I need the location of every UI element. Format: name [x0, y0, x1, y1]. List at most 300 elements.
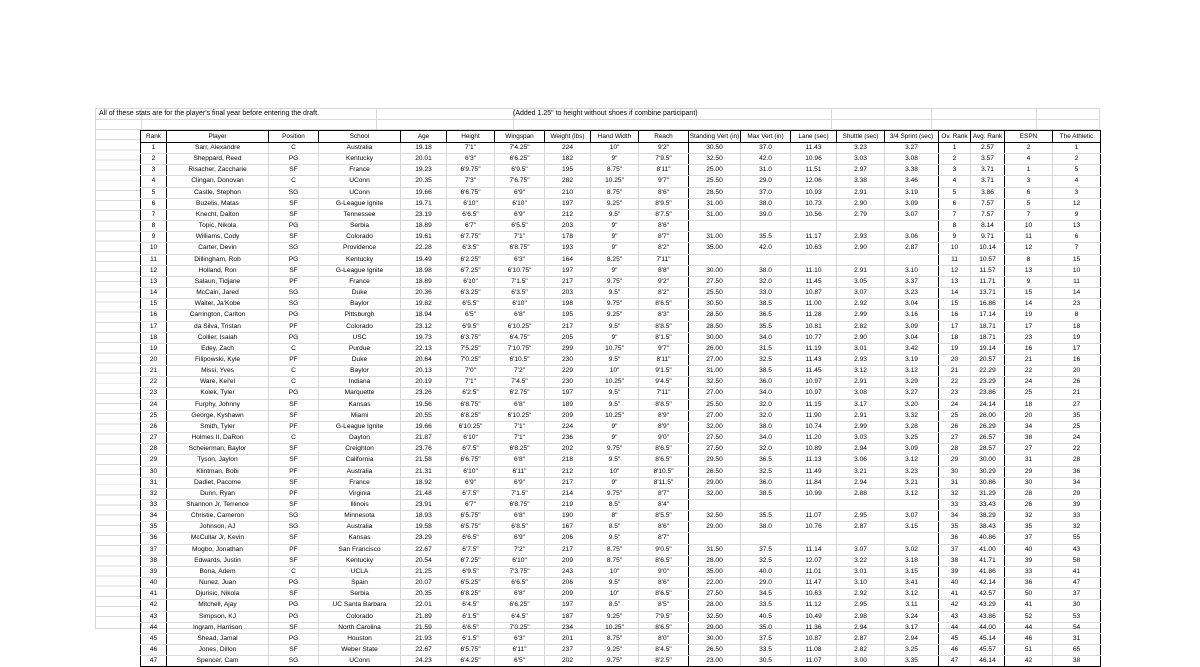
cell: 3.04: [885, 299, 939, 310]
cell: 31.0: [741, 165, 791, 176]
cell: 7: [1053, 243, 1101, 254]
table-row: [141, 154, 1101, 165]
cell: 6'5": [447, 310, 495, 321]
cell: 3.11: [885, 600, 939, 611]
cell: 28.57: [971, 444, 1005, 455]
cell: 6'10": [495, 198, 545, 209]
cell: 38.29: [971, 511, 1005, 522]
cell: 8.75": [591, 633, 639, 644]
cell: SF: [269, 198, 319, 209]
cell: 14: [1005, 299, 1053, 310]
cell: [837, 500, 885, 511]
cell: 6'3.5": [447, 243, 495, 254]
cell: 23: [141, 388, 167, 399]
cell: 26: [1005, 500, 1053, 511]
cell: France: [319, 165, 401, 176]
cell: 22.67: [401, 645, 447, 656]
cell: 20.01: [401, 154, 447, 165]
cell: 18.94: [401, 310, 447, 321]
cell: [837, 533, 885, 544]
cell: 36.5: [741, 310, 791, 321]
cell: 11.43: [791, 143, 837, 154]
cell: 27.50: [689, 276, 741, 287]
cell: 8: [939, 221, 971, 232]
cell: 8'7.5": [639, 209, 689, 220]
cell: 36.0: [741, 377, 791, 388]
cell: 30: [939, 466, 971, 477]
cell: 28.50: [689, 310, 741, 321]
cell: 11.20: [791, 433, 837, 444]
cell: Duke: [319, 354, 401, 365]
table-row: [141, 321, 1101, 332]
cell: 4: [1053, 176, 1101, 187]
cell: 3.22: [837, 555, 885, 566]
cell: 37.0: [741, 143, 791, 154]
cell: 9.5": [591, 578, 639, 589]
cell: 10.25": [591, 622, 639, 633]
cell: 3.01: [837, 343, 885, 354]
cell: 11: [939, 254, 971, 265]
cell: 33: [1053, 511, 1101, 522]
cell: 23.86: [971, 388, 1005, 399]
cell: 19.61: [401, 232, 447, 243]
cell: UC Santa Barbara: [319, 600, 401, 611]
cell: 10: [1053, 265, 1101, 276]
cell: 9.5": [591, 399, 639, 410]
cell: 38.0: [741, 522, 791, 533]
cell: 27.50: [689, 589, 741, 600]
cell: 13: [1005, 265, 1053, 276]
cell: 4: [141, 176, 167, 187]
cell: 6'5.75": [447, 522, 495, 533]
cell: 11.49: [791, 466, 837, 477]
cell: 24: [939, 399, 971, 410]
cell: 8": [591, 511, 639, 522]
cell: 10.75": [591, 343, 639, 354]
cell: 11.36: [791, 622, 837, 633]
cell: 6'8": [495, 511, 545, 522]
cell: 47: [141, 656, 167, 667]
cell: 203: [545, 221, 591, 232]
cell: Weber State: [319, 645, 401, 656]
cell: 6'10": [447, 466, 495, 477]
cell: 30.29: [971, 466, 1005, 477]
cell: 6'11": [495, 645, 545, 656]
cell: 34.5: [741, 589, 791, 600]
table-row: [141, 421, 1101, 432]
cell: 217: [545, 276, 591, 287]
cell: 21.31: [401, 466, 447, 477]
cell: 6'9": [447, 477, 495, 488]
cell: 9.5": [591, 209, 639, 220]
cell: 31.50: [689, 544, 741, 555]
cell: 5: [1053, 165, 1101, 176]
cell: 39.0: [741, 209, 791, 220]
cell: 8'6.5": [639, 455, 689, 466]
cell: 3.23: [885, 466, 939, 477]
cell: 2.57: [971, 143, 1005, 154]
cell: 6'8": [495, 589, 545, 600]
cell: 209: [545, 589, 591, 600]
cell: 7'1.5": [495, 488, 545, 499]
cell: 3.07: [885, 511, 939, 522]
cell: 24.14: [971, 399, 1005, 410]
cell: 178: [545, 232, 591, 243]
cell: 31.00: [689, 232, 741, 243]
cell: Australia: [319, 466, 401, 477]
cell: 11.28: [791, 310, 837, 321]
cell: 2.91: [837, 377, 885, 388]
cell: 34.0: [741, 388, 791, 399]
cell: 9.25": [591, 645, 639, 656]
cell: 3.21: [885, 477, 939, 488]
table-row: [141, 633, 1101, 644]
cell: 3.41: [885, 578, 939, 589]
cell: 26.57: [971, 433, 1005, 444]
cell: SF: [269, 444, 319, 455]
table-row: [141, 566, 1101, 577]
cell: 21.87: [401, 433, 447, 444]
cell: 8'3": [639, 310, 689, 321]
cell: 36: [1053, 466, 1101, 477]
cell: 42: [1005, 656, 1053, 667]
cell: 15: [141, 299, 167, 310]
cell: 52: [1005, 611, 1053, 622]
table-row: [141, 622, 1101, 633]
cell: 2.99: [837, 310, 885, 321]
cell: SF: [269, 500, 319, 511]
cell: Dayton: [319, 433, 401, 444]
table-row: [141, 232, 1101, 243]
cell: 32.50: [689, 511, 741, 522]
cell: 10": [591, 589, 639, 600]
header-row: [141, 131, 1101, 143]
cell: 11.01: [791, 566, 837, 577]
cell: Dillingham, Rob: [167, 254, 269, 265]
cell: 23.19: [401, 209, 447, 220]
empty-grid-left: [95, 130, 140, 619]
cell: G-League Ignite: [319, 421, 401, 432]
cell: 18.98: [401, 265, 447, 276]
cell: 2.91: [837, 410, 885, 421]
cell: 209: [545, 555, 591, 566]
table-row: [141, 299, 1101, 310]
cell: 212: [545, 466, 591, 477]
cell: 3.03: [837, 433, 885, 444]
cell: 6'10": [447, 276, 495, 287]
cell: 6'6.75": [447, 187, 495, 198]
cell: 29.0: [741, 578, 791, 589]
cell: 8'5": [639, 600, 689, 611]
cell: 3.04: [885, 332, 939, 343]
cell: Kentucky: [319, 254, 401, 265]
cell: 13: [1053, 221, 1101, 232]
cell: 3.15: [885, 522, 939, 533]
cell: 18.71: [971, 321, 1005, 332]
cell: 6'8": [495, 399, 545, 410]
cell: 9'0": [639, 566, 689, 577]
cell: PG: [269, 600, 319, 611]
cell: 11.57: [971, 265, 1005, 276]
cell: 18.71: [971, 332, 1005, 343]
cell: SF: [269, 555, 319, 566]
cell: 20.57: [971, 354, 1005, 365]
cell: 3.46: [885, 176, 939, 187]
cell: 20.13: [401, 366, 447, 377]
cell: 29: [1005, 466, 1053, 477]
cell: Illinois: [319, 500, 401, 511]
cell: Jones, Dillon: [167, 645, 269, 656]
cell: 3.25: [885, 645, 939, 656]
cell: 7: [141, 209, 167, 220]
table-row: [141, 600, 1101, 611]
cell: 32.5: [741, 466, 791, 477]
cell: 3: [1005, 176, 1053, 187]
cell: 8'7": [639, 232, 689, 243]
cell: 3.19: [885, 187, 939, 198]
cell: 9.5": [591, 388, 639, 399]
cell: 9: [939, 232, 971, 243]
cell: 6'2.25": [447, 254, 495, 265]
cell: 38: [141, 555, 167, 566]
cell: 25: [1005, 388, 1053, 399]
cell: 19.73: [401, 332, 447, 343]
cell: 22: [1005, 366, 1053, 377]
cell: 32.0: [741, 444, 791, 455]
cell: 8'6.5": [639, 444, 689, 455]
cell: 11.71: [971, 276, 1005, 287]
cell: 18.93: [401, 511, 447, 522]
cell: 35.5: [741, 511, 791, 522]
cell: 6'4.75": [495, 332, 545, 343]
cell: 17: [939, 321, 971, 332]
cell: 46: [1005, 633, 1053, 644]
cell: 7'0.25": [447, 354, 495, 365]
cell: 21: [939, 366, 971, 377]
cell: 30: [141, 466, 167, 477]
cell: 14: [939, 288, 971, 299]
gridline: [831, 109, 832, 129]
cell: 27.00: [689, 354, 741, 365]
cell: SG: [269, 299, 319, 310]
cell: 218: [545, 455, 591, 466]
table-row: [141, 656, 1101, 667]
cell: Sarr, Alexandre: [167, 143, 269, 154]
cell: [885, 221, 939, 232]
cell: 7'3": [447, 176, 495, 187]
column-header: ESPN: [1005, 131, 1053, 143]
cell: 8'6.5": [639, 299, 689, 310]
cell: Filipowski, Kyle: [167, 354, 269, 365]
cell: 20.35: [401, 176, 447, 187]
cell: UConn: [319, 187, 401, 198]
cell: 9.75": [591, 444, 639, 455]
cell: 22.01: [401, 600, 447, 611]
cell: 8.5": [591, 500, 639, 511]
cell: 32: [141, 488, 167, 499]
cell: 2: [1053, 154, 1101, 165]
cell: 6'9.5": [495, 165, 545, 176]
cell: 197: [545, 600, 591, 611]
cell: 20.19: [401, 377, 447, 388]
cell: 20.54: [401, 555, 447, 566]
cell: 6'6.25": [495, 154, 545, 165]
cell: 3.28: [885, 421, 939, 432]
cell: 8'7": [639, 533, 689, 544]
cell: 43.29: [971, 600, 1005, 611]
cell: 8'2": [639, 243, 689, 254]
cell: SF: [269, 533, 319, 544]
cell: 21.48: [401, 488, 447, 499]
cell: 9.5": [591, 455, 639, 466]
table-row: [141, 544, 1101, 555]
cell: PG: [269, 578, 319, 589]
cell: 6'5.5": [495, 221, 545, 232]
cell: 9": [591, 433, 639, 444]
cell: 6'7.5": [447, 488, 495, 499]
cell: 19.49: [401, 254, 447, 265]
cell: PF: [269, 354, 319, 365]
column-header: Player: [167, 131, 269, 143]
cell: SG: [269, 243, 319, 254]
cell: SF: [269, 165, 319, 176]
cell: 8'4": [639, 500, 689, 511]
table-row: [141, 455, 1101, 466]
cell: 9.5": [591, 321, 639, 332]
cell: 19.14: [971, 343, 1005, 354]
cell: 23.29: [401, 533, 447, 544]
cell: 35: [141, 522, 167, 533]
cell: 3.27: [885, 143, 939, 154]
cell: 8.75": [591, 555, 639, 566]
cell: 9": [591, 154, 639, 165]
cell: Salaun, Tidjane: [167, 276, 269, 287]
cell: 30: [1005, 477, 1053, 488]
cell: 28: [939, 444, 971, 455]
cell: 11.13: [791, 455, 837, 466]
cell: 58: [1053, 555, 1101, 566]
cell: 6'3.25": [447, 288, 495, 299]
cell: Colorado: [319, 232, 401, 243]
cell: da Silva, Tristan: [167, 321, 269, 332]
cell: 38: [1005, 433, 1053, 444]
cell: 31.29: [971, 488, 1005, 499]
cell: 46: [141, 645, 167, 656]
cell: 11.90: [791, 410, 837, 421]
cell: Australia: [319, 143, 401, 154]
cell: Collier, Isaiah: [167, 332, 269, 343]
cell: 6'7.5": [447, 444, 495, 455]
table-row: [141, 433, 1101, 444]
cell: 21.58: [401, 455, 447, 466]
cell: 39: [939, 566, 971, 577]
cell: 9": [591, 232, 639, 243]
cell: 42.57: [971, 589, 1005, 600]
cell: 8'6.5": [639, 589, 689, 600]
cell: 3.10: [837, 578, 885, 589]
cell: Serbia: [319, 589, 401, 600]
cell: 9.5": [591, 288, 639, 299]
cell: Clingan, Donovan: [167, 176, 269, 187]
cell: 44.00: [971, 622, 1005, 633]
cell: 8.5": [591, 600, 639, 611]
cell: 10: [939, 243, 971, 254]
cell: 6'10.25": [495, 410, 545, 421]
cell: 2.87: [837, 633, 885, 644]
cell: 41: [1053, 566, 1101, 577]
cell: 6'9": [495, 533, 545, 544]
cell: 51: [1005, 645, 1053, 656]
cell: 9": [591, 421, 639, 432]
cell: 210: [545, 187, 591, 198]
cell: 1: [141, 143, 167, 154]
cell: 10.76: [791, 522, 837, 533]
cell: 6'7.25": [447, 555, 495, 566]
cell: 7'4.25": [495, 143, 545, 154]
cell: 10.96: [791, 154, 837, 165]
cell: 3: [1053, 187, 1101, 198]
column-header: 3/4 Sprint (sec): [885, 131, 939, 143]
cell: 3.27: [885, 388, 939, 399]
cell: 30.50: [689, 143, 741, 154]
cell: 10.56: [791, 209, 837, 220]
cell: 217: [545, 321, 591, 332]
cell: 6'9.5": [447, 321, 495, 332]
cell: Nunez, Juan: [167, 578, 269, 589]
cell: 12: [1053, 198, 1101, 209]
cell: 2.90: [837, 332, 885, 343]
cell: C: [269, 566, 319, 577]
cell: 7'9.5": [639, 154, 689, 165]
cell: 11.07: [791, 511, 837, 522]
cell: 44: [939, 622, 971, 633]
column-header: Standing Vert (in): [689, 131, 741, 143]
cell: 11: [1053, 276, 1101, 287]
cell: 10.97: [791, 377, 837, 388]
cell: 38.0: [741, 421, 791, 432]
cell: 6'2.75": [495, 388, 545, 399]
cell: 3.12: [885, 488, 939, 499]
cell: 3.12: [885, 366, 939, 377]
cell: Virginia: [319, 488, 401, 499]
cell: 6'10": [495, 555, 545, 566]
cell: 10.14: [971, 243, 1005, 254]
cell: 16: [1053, 354, 1101, 365]
cell: 229: [545, 366, 591, 377]
cell: 26.50: [689, 645, 741, 656]
cell: 201: [545, 633, 591, 644]
cell: 9": [591, 243, 639, 254]
cell: 18: [1053, 321, 1101, 332]
cell: 5: [1005, 198, 1053, 209]
cell: 13: [141, 276, 167, 287]
cell: 18: [1005, 399, 1053, 410]
cell: 33: [141, 500, 167, 511]
cell: 35: [1053, 410, 1101, 421]
table-row: [141, 578, 1101, 589]
cell: 27.00: [689, 410, 741, 421]
cell: 39: [1053, 500, 1101, 511]
cell: 9: [141, 232, 167, 243]
cell: UConn: [319, 656, 401, 667]
cell: 8.75": [591, 544, 639, 555]
cell: PF: [269, 321, 319, 332]
cell: 37: [1053, 589, 1101, 600]
cell: 24: [141, 399, 167, 410]
cell: 8.75": [591, 187, 639, 198]
cell: 43: [939, 611, 971, 622]
cell: PG: [269, 332, 319, 343]
